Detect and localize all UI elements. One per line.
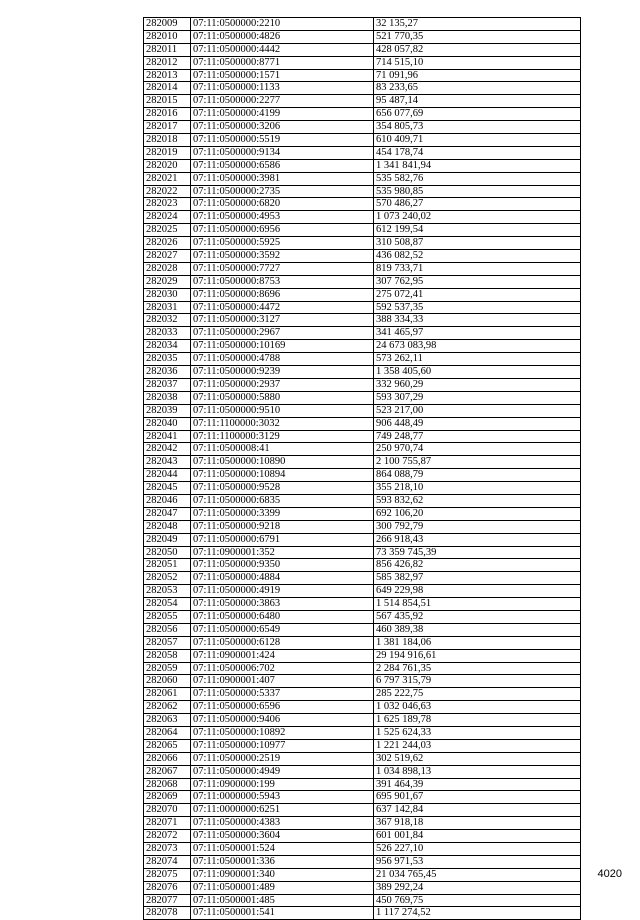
page-number: 4020	[597, 868, 622, 880]
cadastral-number-cell: 07:11:0900001:340	[191, 868, 374, 881]
value-cell: 612 199,54	[374, 224, 581, 237]
row-number-cell: 282040	[144, 417, 191, 430]
row-number-cell: 282055	[144, 610, 191, 623]
row-number-cell: 282022	[144, 185, 191, 198]
value-cell: 610 409,71	[374, 134, 581, 147]
table-row	[144, 482, 581, 495]
table-row	[144, 121, 581, 134]
cadastral-number-cell: 07:11:0500000:9239	[191, 366, 374, 379]
cadastral-number-cell: 07:11:0900000:199	[191, 778, 374, 791]
table-row	[144, 95, 581, 108]
table-row	[144, 404, 581, 417]
value-cell: 460 389,38	[374, 623, 581, 636]
value-cell: 388 334,33	[374, 314, 581, 327]
cadastral-number-cell: 07:11:0500000:6480	[191, 610, 374, 623]
cadastral-number-cell: 07:11:0500000:4788	[191, 353, 374, 366]
table-row	[144, 507, 581, 520]
cadastral-number-cell: 07:11:0500000:6820	[191, 198, 374, 211]
cadastral-number-cell: 07:11:0000000:6251	[191, 804, 374, 817]
value-cell: 570 486,27	[374, 198, 581, 211]
table-row	[144, 533, 581, 546]
cadastral-number-cell: 07:11:0500000:4442	[191, 43, 374, 56]
cadastral-number-cell: 07:11:0500000:5925	[191, 237, 374, 250]
cadastral-number-cell: 07:11:0500000:8753	[191, 275, 374, 288]
table-row	[144, 688, 581, 701]
value-cell: 341 465,97	[374, 327, 581, 340]
row-number-cell: 282045	[144, 482, 191, 495]
table-row	[144, 108, 581, 121]
cadastral-number-cell: 07:11:0500001:485	[191, 894, 374, 907]
cadastral-number-cell: 07:11:0500000:3399	[191, 507, 374, 520]
value-cell: 6 797 315,79	[374, 675, 581, 688]
row-number-cell: 282074	[144, 855, 191, 868]
table-row	[144, 675, 581, 688]
table-row	[144, 843, 581, 856]
cadastral-number-cell: 07:11:0500000:7727	[191, 262, 374, 275]
row-number-cell: 282052	[144, 572, 191, 585]
row-number-cell: 282066	[144, 752, 191, 765]
row-number-cell: 282028	[144, 262, 191, 275]
value-cell: 73 359 745,39	[374, 546, 581, 559]
cadastral-number-cell: 07:11:0500001:489	[191, 881, 374, 894]
cadastral-number-cell: 07:11:0500000:3592	[191, 250, 374, 263]
table-row	[144, 378, 581, 391]
row-number-cell: 282072	[144, 830, 191, 843]
row-number-cell: 282078	[144, 907, 191, 920]
value-cell: 1 341 841,94	[374, 159, 581, 172]
value-cell: 275 072,41	[374, 288, 581, 301]
row-number-cell: 282076	[144, 881, 191, 894]
row-number-cell: 282032	[144, 314, 191, 327]
value-cell: 601 001,84	[374, 830, 581, 843]
value-cell: 355 218,10	[374, 482, 581, 495]
row-number-cell: 282042	[144, 443, 191, 456]
value-cell: 819 733,71	[374, 262, 581, 275]
value-cell: 2 284 761,35	[374, 662, 581, 675]
table-row	[144, 817, 581, 830]
row-number-cell: 282010	[144, 30, 191, 43]
table-row	[144, 43, 581, 56]
cadastral-number-cell: 07:11:0500000:9350	[191, 559, 374, 572]
value-cell: 656 077,69	[374, 108, 581, 121]
value-cell: 454 178,74	[374, 146, 581, 159]
cadastral-number-cell: 07:11:0500001:541	[191, 907, 374, 920]
value-cell: 310 508,87	[374, 237, 581, 250]
cadastral-number-cell: 07:11:0500000:2519	[191, 752, 374, 765]
row-number-cell: 282031	[144, 301, 191, 314]
table-row	[144, 224, 581, 237]
row-number-cell: 282020	[144, 159, 191, 172]
table-row	[144, 417, 581, 430]
table-row	[144, 250, 581, 263]
row-number-cell: 282049	[144, 533, 191, 546]
value-cell: 593 307,29	[374, 391, 581, 404]
value-cell: 1 358 405,60	[374, 366, 581, 379]
row-number-cell: 282060	[144, 675, 191, 688]
table-row	[144, 726, 581, 739]
cadastral-number-cell: 07:11:0900001:407	[191, 675, 374, 688]
cadastral-number-cell: 07:11:0500000:2210	[191, 18, 374, 31]
cadastral-number-cell: 07:11:0000000:5943	[191, 791, 374, 804]
value-cell: 1 525 624,33	[374, 726, 581, 739]
value-cell: 749 248,77	[374, 430, 581, 443]
table-row	[144, 804, 581, 817]
cadastral-number-cell: 07:11:0500000:9218	[191, 520, 374, 533]
row-number-cell: 282011	[144, 43, 191, 56]
table-row	[144, 353, 581, 366]
row-number-cell: 282068	[144, 778, 191, 791]
row-number-cell: 282033	[144, 327, 191, 340]
table-row	[144, 636, 581, 649]
cadastral-number-cell: 07:11:0500000:3863	[191, 598, 374, 611]
cadastral-number-cell: 07:11:0500000:9134	[191, 146, 374, 159]
value-cell: 856 426,82	[374, 559, 581, 572]
value-cell: 573 262,11	[374, 353, 581, 366]
row-number-cell: 282065	[144, 739, 191, 752]
cadastral-value-table	[143, 17, 581, 920]
row-number-cell: 282012	[144, 56, 191, 69]
value-cell: 285 222,75	[374, 688, 581, 701]
cadastral-number-cell: 07:11:0500000:6596	[191, 701, 374, 714]
cadastral-number-cell: 07:11:0500000:9406	[191, 714, 374, 727]
row-number-cell: 282014	[144, 82, 191, 95]
table-row	[144, 714, 581, 727]
row-number-cell: 282029	[144, 275, 191, 288]
cadastral-number-cell: 07:11:0500000:10169	[191, 340, 374, 353]
value-cell: 1 221 244,03	[374, 739, 581, 752]
value-cell: 1 381 184,06	[374, 636, 581, 649]
value-cell: 1 034 898,13	[374, 765, 581, 778]
value-cell: 1 117 274,52	[374, 907, 581, 920]
table-row	[144, 598, 581, 611]
value-cell: 695 901,67	[374, 791, 581, 804]
table-row	[144, 443, 581, 456]
table-row	[144, 572, 581, 585]
cadastral-number-cell: 07:11:0500000:4884	[191, 572, 374, 585]
table-row	[144, 275, 581, 288]
row-number-cell: 282041	[144, 430, 191, 443]
table-row	[144, 456, 581, 469]
table-row	[144, 881, 581, 894]
cadastral-number-cell: 07:11:0500000:6586	[191, 159, 374, 172]
table-row	[144, 56, 581, 69]
table-row	[144, 185, 581, 198]
row-number-cell: 282048	[144, 520, 191, 533]
table-row	[144, 610, 581, 623]
table-row	[144, 340, 581, 353]
table-row	[144, 159, 581, 172]
cadastral-number-cell: 07:11:0500000:2277	[191, 95, 374, 108]
cadastral-number-cell: 07:11:0500000:5519	[191, 134, 374, 147]
value-cell: 535 980,85	[374, 185, 581, 198]
table-row	[144, 585, 581, 598]
value-cell: 1 032 046,63	[374, 701, 581, 714]
cadastral-number-cell: 07:11:0500000:6128	[191, 636, 374, 649]
cadastral-number-cell: 07:11:0500000:2937	[191, 378, 374, 391]
row-number-cell: 282061	[144, 688, 191, 701]
table-row	[144, 649, 581, 662]
table-row	[144, 701, 581, 714]
value-cell: 436 082,52	[374, 250, 581, 263]
row-number-cell: 282062	[144, 701, 191, 714]
row-number-cell: 282050	[144, 546, 191, 559]
value-cell: 1 073 240,02	[374, 211, 581, 224]
cadastral-number-cell: 07:11:0500000:10977	[191, 739, 374, 752]
table-row	[144, 662, 581, 675]
table-row	[144, 146, 581, 159]
row-number-cell: 282069	[144, 791, 191, 804]
table-row	[144, 18, 581, 31]
table-row	[144, 211, 581, 224]
value-cell: 95 487,14	[374, 95, 581, 108]
value-cell: 567 435,92	[374, 610, 581, 623]
table-row	[144, 237, 581, 250]
cadastral-number-cell: 07:11:0500000:6956	[191, 224, 374, 237]
cadastral-number-cell: 07:11:0500001:336	[191, 855, 374, 868]
cadastral-number-cell: 07:11:0500000:9510	[191, 404, 374, 417]
cadastral-number-cell: 07:11:0900001:424	[191, 649, 374, 662]
value-cell: 956 971,53	[374, 855, 581, 868]
row-number-cell: 282077	[144, 894, 191, 907]
cadastral-number-cell: 07:11:0500000:4383	[191, 817, 374, 830]
value-cell: 300 792,79	[374, 520, 581, 533]
cadastral-number-cell: 07:11:0500000:4949	[191, 765, 374, 778]
row-number-cell: 282051	[144, 559, 191, 572]
row-number-cell: 282015	[144, 95, 191, 108]
value-cell: 391 464,39	[374, 778, 581, 791]
value-cell: 32 135,27	[374, 18, 581, 31]
cadastral-number-cell: 07:11:0500000:6835	[191, 494, 374, 507]
row-number-cell: 282073	[144, 843, 191, 856]
cadastral-number-cell: 07:11:0500000:4953	[191, 211, 374, 224]
table-row	[144, 752, 581, 765]
row-number-cell: 282056	[144, 623, 191, 636]
value-cell: 2 100 755,87	[374, 456, 581, 469]
value-cell: 307 762,95	[374, 275, 581, 288]
row-number-cell: 282039	[144, 404, 191, 417]
cadastral-number-cell: 07:11:0500001:524	[191, 843, 374, 856]
table-row	[144, 778, 581, 791]
table-row	[144, 559, 581, 572]
cadastral-number-cell: 07:11:0500000:4919	[191, 585, 374, 598]
table-row	[144, 868, 581, 881]
table-row	[144, 134, 581, 147]
value-cell: 428 057,82	[374, 43, 581, 56]
value-cell: 521 770,35	[374, 30, 581, 43]
value-cell: 302 519,62	[374, 752, 581, 765]
cadastral-number-cell: 07:11:0500000:10890	[191, 456, 374, 469]
cadastral-number-cell: 07:11:1100000:3129	[191, 430, 374, 443]
cadastral-number-cell: 07:11:0500000:5880	[191, 391, 374, 404]
cadastral-number-cell: 07:11:0500000:2967	[191, 327, 374, 340]
row-number-cell: 282038	[144, 391, 191, 404]
row-number-cell: 282027	[144, 250, 191, 263]
cadastral-number-cell: 07:11:1100000:3032	[191, 417, 374, 430]
table-row	[144, 907, 581, 920]
cadastral-number-cell: 07:11:0500000:3981	[191, 172, 374, 185]
value-cell: 637 142,84	[374, 804, 581, 817]
table-row	[144, 301, 581, 314]
value-cell: 535 582,76	[374, 172, 581, 185]
cadastral-number-cell: 07:11:0500008:41	[191, 443, 374, 456]
row-number-cell: 282026	[144, 237, 191, 250]
cadastral-number-cell: 07:11:0500000:10894	[191, 469, 374, 482]
table-row	[144, 894, 581, 907]
table-row	[144, 82, 581, 95]
table-row	[144, 830, 581, 843]
row-number-cell: 282063	[144, 714, 191, 727]
row-number-cell: 282036	[144, 366, 191, 379]
row-number-cell: 282070	[144, 804, 191, 817]
cadastral-number-cell: 07:11:0500000:3604	[191, 830, 374, 843]
cadastral-number-cell: 07:11:0500000:6549	[191, 623, 374, 636]
row-number-cell: 282017	[144, 121, 191, 134]
value-cell: 1 514 854,51	[374, 598, 581, 611]
value-cell: 906 448,49	[374, 417, 581, 430]
table-row	[144, 30, 581, 43]
value-cell: 864 088,79	[374, 469, 581, 482]
table-row	[144, 623, 581, 636]
table-row	[144, 327, 581, 340]
row-number-cell: 282067	[144, 765, 191, 778]
row-number-cell: 282058	[144, 649, 191, 662]
row-number-cell: 282016	[144, 108, 191, 121]
table-row	[144, 520, 581, 533]
row-number-cell: 282019	[144, 146, 191, 159]
row-number-cell: 282013	[144, 69, 191, 82]
table-row	[144, 262, 581, 275]
cadastral-number-cell: 07:11:0500000:1571	[191, 69, 374, 82]
cadastral-number-cell: 07:11:0900001:352	[191, 546, 374, 559]
cadastral-number-cell: 07:11:0500000:2735	[191, 185, 374, 198]
value-cell: 29 194 916,61	[374, 649, 581, 662]
value-cell: 593 832,62	[374, 494, 581, 507]
row-number-cell: 282053	[144, 585, 191, 598]
table-row	[144, 791, 581, 804]
cadastral-number-cell: 07:11:0500000:3127	[191, 314, 374, 327]
row-number-cell: 282025	[144, 224, 191, 237]
value-cell: 523 217,00	[374, 404, 581, 417]
value-cell: 367 918,18	[374, 817, 581, 830]
table-row	[144, 469, 581, 482]
row-number-cell: 282071	[144, 817, 191, 830]
cadastral-number-cell: 07:11:0500000:5337	[191, 688, 374, 701]
cadastral-number-cell: 07:11:0500000:3206	[191, 121, 374, 134]
cadastral-number-cell: 07:11:0500000:4199	[191, 108, 374, 121]
table-row	[144, 494, 581, 507]
row-number-cell: 282047	[144, 507, 191, 520]
value-cell: 450 769,75	[374, 894, 581, 907]
table-row	[144, 314, 581, 327]
table-row	[144, 172, 581, 185]
row-number-cell: 282046	[144, 494, 191, 507]
cadastral-number-cell: 07:11:0500000:9528	[191, 482, 374, 495]
row-number-cell: 282043	[144, 456, 191, 469]
row-number-cell: 282018	[144, 134, 191, 147]
value-cell: 649 229,98	[374, 585, 581, 598]
row-number-cell: 282064	[144, 726, 191, 739]
cadastral-number-cell: 07:11:0500006:702	[191, 662, 374, 675]
cadastral-number-cell: 07:11:0500000:1133	[191, 82, 374, 95]
table-row	[144, 739, 581, 752]
row-number-cell: 282059	[144, 662, 191, 675]
row-number-cell: 282009	[144, 18, 191, 31]
cadastral-number-cell: 07:11:0500000:4826	[191, 30, 374, 43]
value-cell: 21 034 765,45	[374, 868, 581, 881]
cadastral-number-cell: 07:11:0500000:8696	[191, 288, 374, 301]
table-row	[144, 198, 581, 211]
value-cell: 389 292,24	[374, 881, 581, 894]
row-number-cell: 282057	[144, 636, 191, 649]
value-cell: 592 537,35	[374, 301, 581, 314]
table-row	[144, 430, 581, 443]
value-cell: 332 960,29	[374, 378, 581, 391]
table-row	[144, 69, 581, 82]
row-number-cell: 282030	[144, 288, 191, 301]
table-body	[144, 18, 581, 920]
value-cell: 692 106,20	[374, 507, 581, 520]
value-cell: 266 918,43	[374, 533, 581, 546]
table-row	[144, 366, 581, 379]
row-number-cell: 282034	[144, 340, 191, 353]
value-cell: 526 227,10	[374, 843, 581, 856]
cadastral-number-cell: 07:11:0500000:4472	[191, 301, 374, 314]
table-row	[144, 855, 581, 868]
table-row	[144, 765, 581, 778]
row-number-cell: 282023	[144, 198, 191, 211]
value-cell: 250 970,74	[374, 443, 581, 456]
row-number-cell: 282035	[144, 353, 191, 366]
row-number-cell: 282075	[144, 868, 191, 881]
row-number-cell: 282021	[144, 172, 191, 185]
table-row	[144, 391, 581, 404]
value-cell: 24 673 083,98	[374, 340, 581, 353]
table-row	[144, 288, 581, 301]
row-number-cell: 282024	[144, 211, 191, 224]
row-number-cell: 282054	[144, 598, 191, 611]
value-cell: 714 515,10	[374, 56, 581, 69]
cadastral-number-cell: 07:11:0500000:6791	[191, 533, 374, 546]
row-number-cell: 282044	[144, 469, 191, 482]
value-cell: 71 091,96	[374, 69, 581, 82]
value-cell: 354 805,73	[374, 121, 581, 134]
value-cell: 1 625 189,78	[374, 714, 581, 727]
table-row	[144, 546, 581, 559]
value-cell: 83 233,65	[374, 82, 581, 95]
value-cell: 585 382,97	[374, 572, 581, 585]
row-number-cell: 282037	[144, 378, 191, 391]
cadastral-number-cell: 07:11:0500000:10892	[191, 726, 374, 739]
cadastral-number-cell: 07:11:0500000:8771	[191, 56, 374, 69]
